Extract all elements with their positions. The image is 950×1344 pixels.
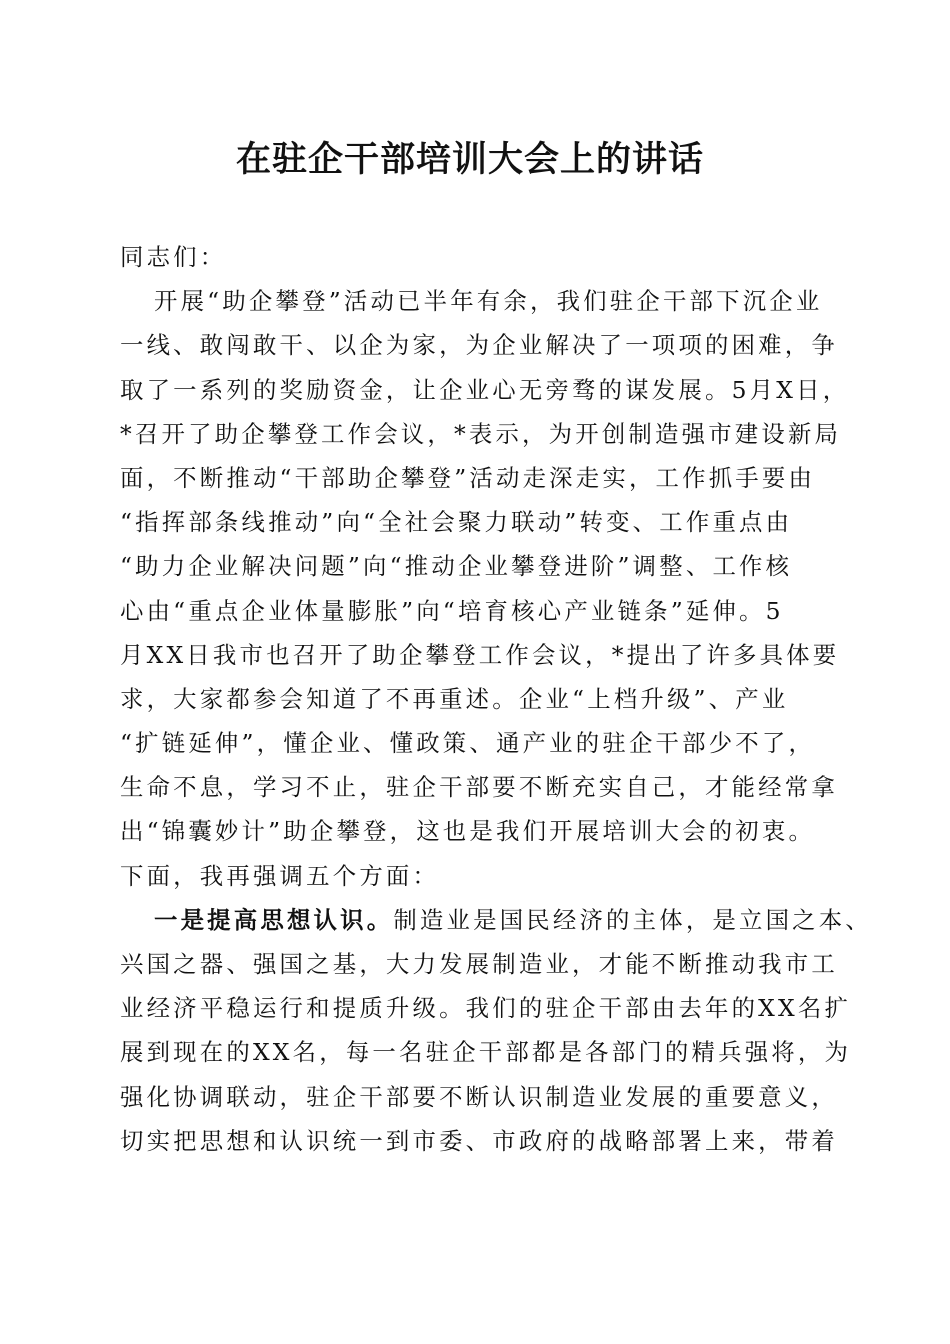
paragraph-line: *召开了助企攀登工作会议，*表示，为开创制造强市建设新局 <box>120 419 842 448</box>
paragraph-line: 展到现在的XX名，每一名驻企干部都是各部门的精兵强将，为 <box>120 1038 852 1067</box>
document-body <box>120 235 872 1163</box>
paragraph-line: 求，大家都参会知道了不再重述。企业“上档升级”、产业 <box>120 684 789 713</box>
paragraph-line: 开展“助企攀登”活动已半年有余，我们驻企干部下沉企业 <box>154 287 823 316</box>
paragraph-2 <box>120 898 872 1163</box>
paragraph-line: 切实把思想和认识统一到市委、市政府的战略部署上来，带着 <box>120 1126 838 1155</box>
paragraph-line: “助力企业解决问题”向“推动企业攀登进阶”调整、工作核 <box>120 552 793 581</box>
paragraph-line: 兴国之器、强国之基，大力发展制造业，才能不断推动我市工 <box>120 950 838 978</box>
paragraph-line: 强化协调联动，驻企干部要不断认识制造业发展的重要意义， <box>120 1082 838 1111</box>
paragraph-line: 业经济平稳运行和提质升级。我们的驻企干部由去年的XX名扩 <box>120 994 852 1023</box>
paragraph-line: 下面，我再强调五个方面： <box>120 861 440 890</box>
paragraph-line: 取了一系列的奖励资金，让企业心无旁骛的谋发展。5月X日， <box>120 375 850 404</box>
section-heading: 一是提高思想认识。 <box>154 905 394 934</box>
paragraph-line: 心由“重点企业体量膨胀”向“培育核心产业链条”延伸。5 <box>120 596 784 625</box>
paragraph-1 <box>120 279 850 898</box>
paragraph-first-line <box>120 898 872 942</box>
paragraph-line-rest: 制造业是国民经济的主体，是立国之本、 <box>393 905 872 934</box>
paragraph-line: 面，不断推动“干部助企攀登”活动走深走实，工作抓手要由 <box>120 463 816 492</box>
paragraph-line: 月XX日我市也召开了助企攀登工作会议，*提出了许多具体要 <box>120 640 840 669</box>
document-title: 在驻企干部培训大会上的讲话 <box>235 139 704 180</box>
paragraph-line: “扩链延伸”，懂企业、懂政策、通产业的驻企干部少不了， <box>120 729 816 758</box>
paragraph-line: 出“锦囊妙计”助企攀登，这也是我们开展培训大会的初衷。 <box>120 817 816 846</box>
salutation: 同志们： <box>120 243 227 271</box>
paragraph-line: 一线、敢闯敢干、以企为家，为企业解决了一项项的困难，争 <box>120 331 838 360</box>
paragraph-line: “指挥部条线推动”向“全社会聚力联动”转变、工作重点由 <box>120 508 793 537</box>
paragraph-line: 生命不息，学习不止，驻企干部要不断充实自己，才能经常拿 <box>120 773 838 802</box>
